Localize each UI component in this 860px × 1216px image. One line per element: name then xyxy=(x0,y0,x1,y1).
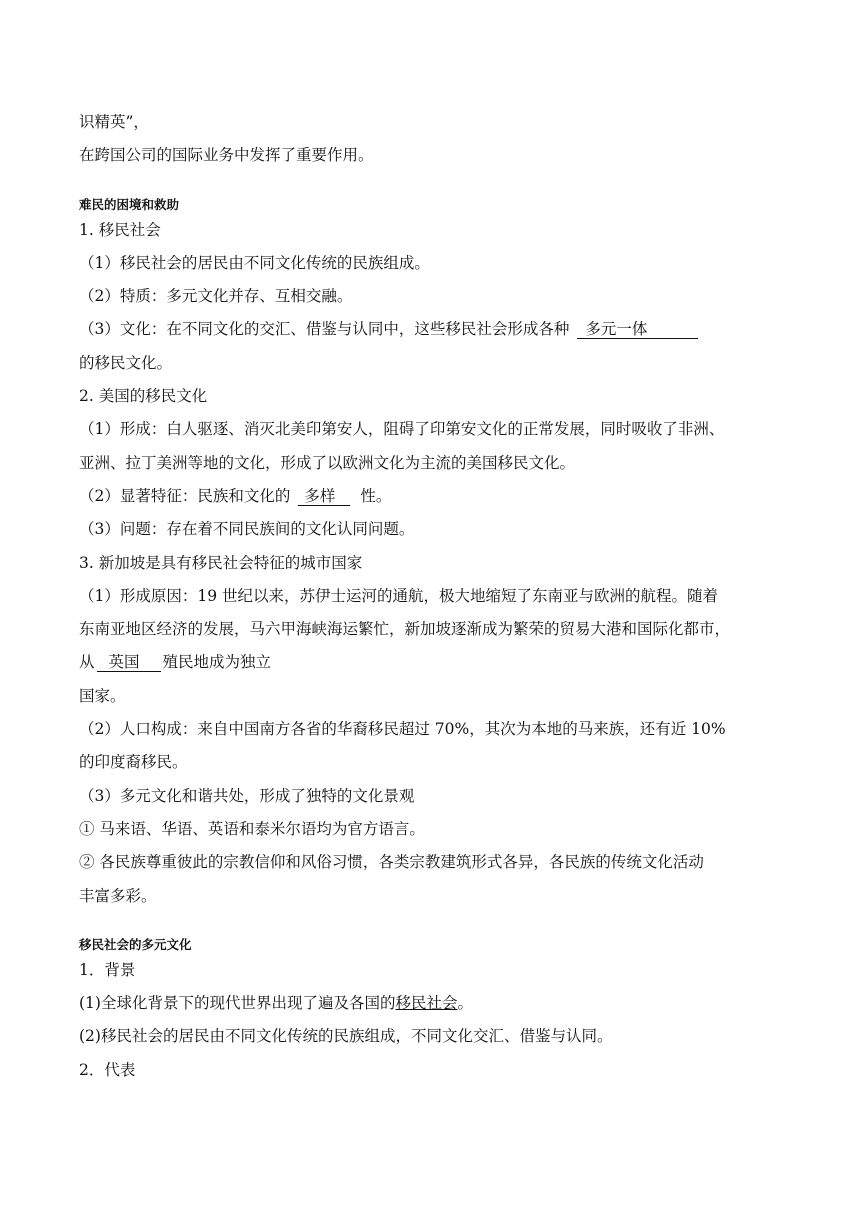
item-title-immigrant-society: 1. 移民社会 xyxy=(79,220,161,239)
text: （3）文化：在不同文化的交汇、借鉴与认同中，这些移民社会形成各种 xyxy=(79,320,570,339)
paragraph: （1）形成：白人驱逐、消灭北美印第安人，阻碍了印第安文化的正常发展，同时吸收了非洲、 xyxy=(79,420,725,439)
fill-in-blank-answer: 英国 xyxy=(97,654,161,672)
paragraph: （2）特质：多元文化并存、互相交融。 xyxy=(79,287,353,306)
paragraph-with-blank xyxy=(79,652,782,672)
text: （2）显著特征：民族和文化的 xyxy=(79,486,291,505)
circled-item-2: ② 各民族尊重彼此的宗教信仰和风俗习惯，各类宗教建筑形式各异，各民族的传统文化活动 xyxy=(79,853,704,872)
section-heading-multiculture: 移民社会的多元文化 xyxy=(79,936,192,952)
intro-line-1: 识精英”， xyxy=(79,113,149,131)
paragraph: （1）形成原因：19 世纪以来，苏伊士运河的通航，极大地缩短了东南亚与欧洲的航程。随着 xyxy=(79,586,719,605)
paragraph-with-blank xyxy=(79,486,782,506)
text: 殖民地成为独立 xyxy=(162,653,272,672)
fill-in-blank-answer: 多元一体 xyxy=(577,321,698,339)
paragraph: （3）问题：存在着不同民族间的文化认同问题。 xyxy=(79,520,415,539)
paragraph: （3）多元文化和谐共处，形成了独特的文化景观 xyxy=(79,786,415,805)
text: 性。 xyxy=(360,486,392,505)
fill-in-blank-answer: 多样 xyxy=(298,488,350,506)
paragraph: （1）移民社会的居民由不同文化传统的民族组成。 xyxy=(79,253,430,272)
text: 。 xyxy=(457,994,473,1013)
text: 从 xyxy=(79,653,95,672)
paragraph-with-underline xyxy=(79,993,782,1013)
item-title-us-immigrant-culture: 2. 美国的移民文化 xyxy=(79,387,208,406)
paragraph: 的印度裔移民。 xyxy=(79,753,188,772)
circled-item-1: ① 马来语、华语、英语和泰米尔语均为官方语言。 xyxy=(79,819,425,838)
paragraph: (2)移民社会的居民由不同文化传统的民族组成，不同文化交汇、借鉴与认同。 xyxy=(79,1027,613,1046)
paragraph: 的移民文化。 xyxy=(79,353,173,372)
item-title-background: 1．背景 xyxy=(79,960,136,979)
text: (1)全球化背景下的现代世界出现了遍及各国的 xyxy=(79,994,396,1013)
underlined-term: 移民社会 xyxy=(395,994,458,1013)
paragraph: 东南亚地区经济的发展，马六甲海峡海运繁忙，新加坡逐渐成为繁荣的贸易大港和国际化都市， xyxy=(79,620,731,639)
item-title-representatives: 2．代表 xyxy=(79,1060,136,1079)
paragraph-with-blank xyxy=(79,319,782,339)
paragraph: 国家。 xyxy=(79,686,126,705)
item-title-singapore: 3. 新加坡是具有移民社会特征的城市国家 xyxy=(79,553,363,572)
document-page xyxy=(79,112,782,1093)
section-heading-refugees: 难民的困境和救助 xyxy=(79,196,180,212)
paragraph: 丰富多彩。 xyxy=(79,886,157,905)
intro-line-2: 在跨国公司的国际业务中发挥了重要作用。 xyxy=(79,146,374,165)
paragraph: 亚洲、拉丁美洲等地的文化，形成了以欧洲文化为主流的美国移民文化。 xyxy=(79,453,576,472)
paragraph: （2）人口构成：来自中国南方各省的华裔移民超过 70%，其次为本地的马来族，还有近 10% xyxy=(79,720,726,739)
